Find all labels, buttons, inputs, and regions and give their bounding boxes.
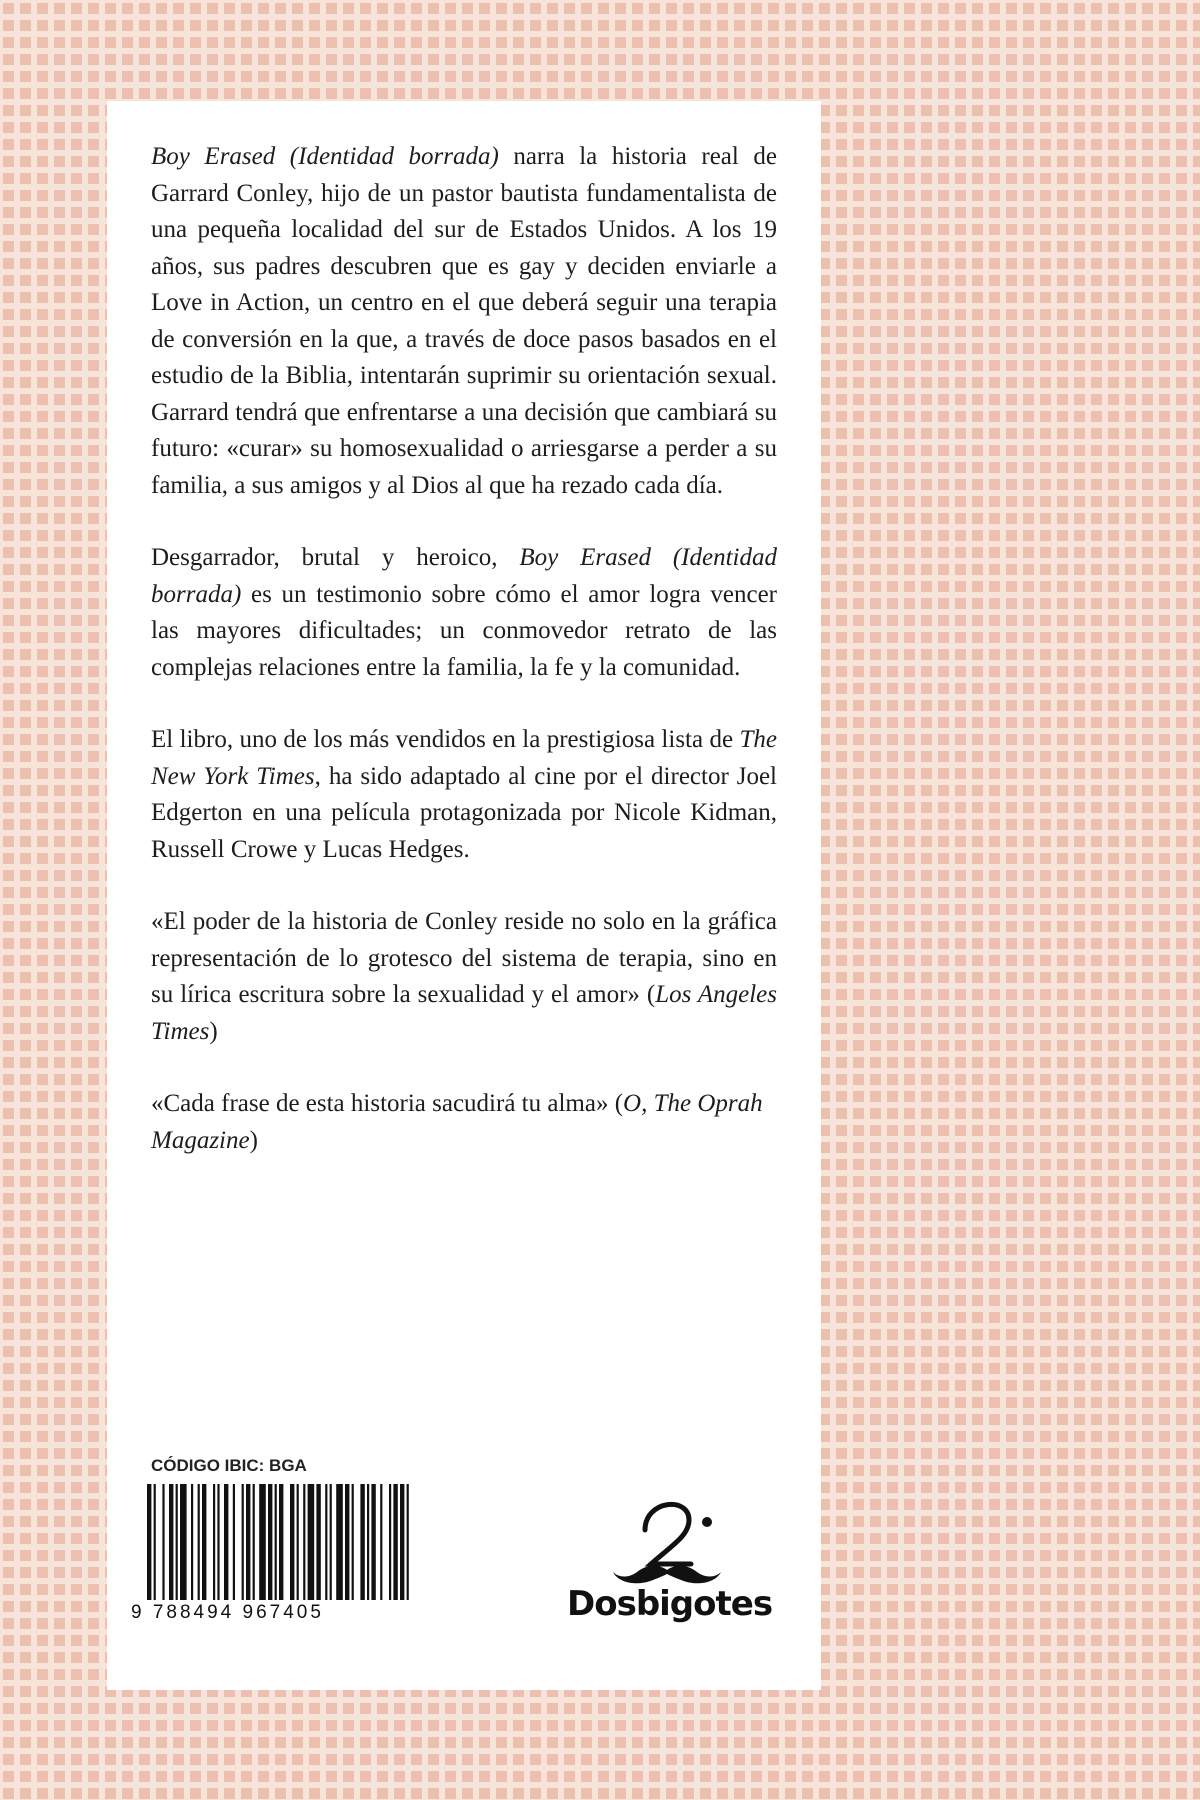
barcode-bars: [131, 1484, 431, 1602]
publisher-name: Dosbigotes: [567, 1584, 773, 1624]
publisher-logo: [567, 1486, 773, 1646]
description-text: es un testimonio sobre cómo el amor logra vencer las mayores dificultades; un conmovedor retrato de las complejas relaciones entre la familia, la fe y la comunidad.: [151, 580, 777, 681]
barcode: [131, 1484, 431, 1634]
mustache-logo-icon: [567, 1486, 767, 1586]
bestseller-paragraph: [151, 722, 777, 868]
book-title: Boy Erased (Identidad borrada): [151, 143, 499, 170]
synopsis-text: narra la historia real de Garrard Conley, hijo de un pastor bautista fundamentalista de una pequeña localidad del sur de Estados Unidos. A los 19 años, sus padres descubren que es gay y deciden enviarle a Love in Action, un centro en el que deberá seguir una terapia de conversión en la que, a través de doce pasos basados en el estudio de la Biblia, intentarán suprimir su orientación sexual. Garrard tendrá que enfrentarse a una decisión que cambiará su futuro: «curar» su homosexualidad o arriesgarse a perder a su familia, a sus amigos y al Dios al que ha rezado cada día.: [151, 143, 777, 499]
isbn-digits: 9 788494 967405: [131, 1602, 324, 1623]
book-title: Boy Erased (Identidad borrada): [151, 544, 777, 608]
review-source: O, The Oprah Magazine: [151, 1090, 763, 1154]
review-quote-oprah: [151, 1086, 777, 1159]
newspaper-title: The New York Times: [151, 726, 777, 790]
text-panel: [107, 101, 821, 1690]
description-paragraph: [151, 540, 777, 686]
synopsis-paragraph: [151, 139, 777, 504]
review-source: Los Angeles Times: [151, 981, 777, 1045]
description-lead: Desgarrador, brutal y heroico,: [151, 544, 520, 571]
review-quote-text: «Cada frase de esta historia sacudirá tu alma» (: [151, 1090, 624, 1117]
bestseller-lead: El libro, uno de los más vendidos en la prestigiosa lista de: [151, 726, 740, 753]
review-close: ): [249, 1126, 258, 1154]
review-close: ): [209, 1017, 218, 1045]
review-quote-la-times: [151, 904, 777, 1050]
ibic-code: CÓDIGO IBIC: BGA: [151, 1456, 307, 1475]
bestseller-text: , ha sido adaptado al cine por el director Joel Edgerton en una película protagonizada por Nicole Kidman, Russell Crowe y Lucas Hedges.: [151, 762, 778, 863]
review-quote-text: «El poder de la historia de Conley reside no solo en la gráfica representación de lo grotesco del sistema de terapia, sino en su lírica escritura sobre la sexualidad y el amor» (: [151, 908, 777, 1008]
